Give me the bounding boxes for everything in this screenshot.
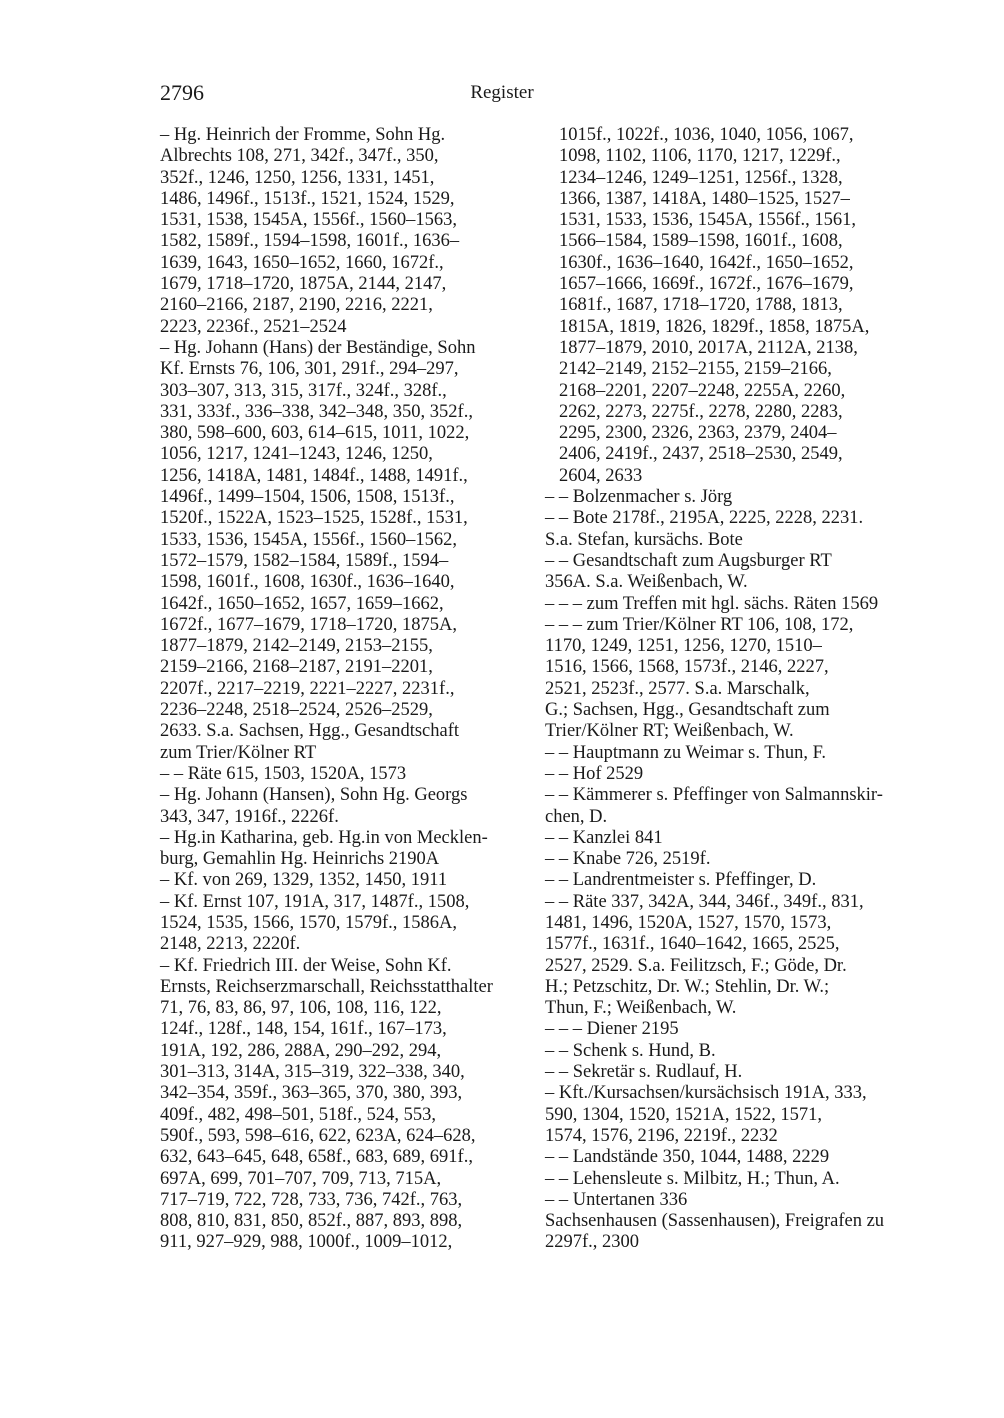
index-entry-line: – Kft./Kursachsen/kursächsisch 191A, 333, [545, 1083, 867, 1104]
index-entry-line: 342–354, 359f., 363–365, 370, 380, 393, [160, 1083, 463, 1104]
index-entry [545, 1169, 915, 1190]
index-entry-line: 1672f., 1677–1679, 1718–1720, 1875A, [160, 614, 458, 635]
index-entry-line: 1533, 1536, 1545A, 1556f., 1560–1562, [160, 529, 458, 550]
index-entry [545, 870, 915, 891]
index-entry-line: – – Lehensleute s. Milbitz, H.; Thun, A. [545, 1168, 840, 1189]
index-entry [545, 1019, 915, 1040]
index-entry-line: 71, 76, 83, 86, 97, 106, 108, 116, 122, [160, 998, 442, 1019]
index-entry-line: 2297f., 2300 [545, 1232, 640, 1253]
index-entry-line: 380, 598–600, 603, 614–615, 1011, 1022, [160, 423, 470, 444]
index-entry-line: – – Sekretär s. Rudlauf, H. [545, 1062, 743, 1083]
index-entry [160, 338, 532, 764]
index-entry-line: – – – zum Treffen mit hgl. sächs. Räten 1569 [545, 593, 879, 614]
index-entry-line: 2160–2166, 2187, 2190, 2216, 2221, [160, 295, 433, 316]
index-entry [545, 828, 915, 849]
index-entry-line: 1639, 1643, 1650–1652, 1660, 1672f., [160, 252, 444, 273]
index-entry-line: 1170, 1249, 1251, 1256, 1270, 1510– [545, 636, 822, 657]
index-entry [545, 125, 915, 487]
index-entry-line: 124f., 128f., 148, 154, 161f., 167–173, [160, 1019, 447, 1040]
index-entry-line: zum Trier/Kölner RT [160, 742, 317, 763]
index-entry [160, 870, 532, 891]
index-entry-line: – – – Diener 2195 [545, 1019, 679, 1040]
index-entry-line: 1877–1879, 2142–2149, 2153–2155, [160, 636, 433, 657]
index-entry-line: 2295, 2300, 2326, 2363, 2379, 2404– [559, 423, 837, 444]
index-entry [545, 1083, 915, 1147]
index-column-left [160, 125, 532, 1254]
index-entry-line: – – Kämmerer s. Pfeffinger von Salmannskir- [545, 785, 883, 806]
index-entry-line: 1577f., 1631f., 1640–1642, 1665, 2525, [545, 934, 840, 955]
index-entry-line: – – Landstände 350, 1044, 1488, 2229 [545, 1147, 830, 1168]
index-entry-line: 1516, 1566, 1568, 1573f., 2146, 2227, [545, 657, 829, 678]
index-entry-line: chen, D. [545, 806, 608, 827]
index-entry-line: 1496f., 1499–1504, 1506, 1508, 1513f., [160, 487, 455, 508]
index-entry [160, 125, 532, 338]
index-entry-line: 2168–2201, 2207–2248, 2255A, 2260, [559, 380, 846, 401]
index-entry-line: Sachsenhausen (Sassenhausen), Freigrafen zu [545, 1211, 885, 1232]
index-entry [545, 1190, 915, 1211]
index-entry [545, 1041, 915, 1062]
index-entry-line: – Hg. Johann (Hans) der Beständige, Sohn [160, 337, 476, 358]
index-entry [545, 615, 915, 743]
index-entry-line: 2521, 2523f., 2577. S.a. Marschalk, [545, 678, 810, 699]
index-entry-line: 2527, 2529. S.a. Feilitzsch, F.; Göde, Dr. [545, 955, 847, 976]
index-entry-line: – – Kanzlei 841 [545, 827, 663, 848]
index-entry-line: 1630f., 1636–1640, 1642f., 1650–1652, [559, 252, 854, 273]
index-entry-line: 808, 810, 831, 850, 852f., 887, 893, 898, [160, 1211, 463, 1232]
index-entry-line: 911, 927–929, 988, 1000f., 1009–1012, [160, 1232, 453, 1253]
index-entry-line: 2236–2248, 2518–2524, 2526–2529, [160, 700, 433, 721]
index-entry-line: – Kf. von 269, 1329, 1352, 1450, 1911 [160, 870, 448, 891]
index-entry-line: 1524, 1535, 1566, 1570, 1579f., 1586A, [160, 912, 458, 933]
index-entry-line: 1520f., 1522A, 1523–1525, 1528f., 1531, [160, 508, 468, 529]
index-entry-line: – Kf. Ernst 107, 191A, 317, 1487f., 1508, [160, 891, 470, 912]
index-entry [160, 892, 532, 956]
index-entry-line: 590f., 593, 598–616, 622, 623A, 624–628, [160, 1125, 476, 1146]
index-entry-line: 1015f., 1022f., 1036, 1040, 1056, 1067, [559, 125, 854, 145]
index-entry-line: – Hg. Johann (Hansen), Sohn Hg. Georgs [160, 785, 468, 806]
index-entry-line: Ernsts, Reichserzmarschall, Reichsstatthalter [160, 976, 493, 997]
index-entry-line: 1574, 1576, 2196, 2219f., 2232 [545, 1125, 778, 1146]
index-entry-line: 1366, 1387, 1418A, 1480–1525, 1527– [559, 188, 850, 209]
index-entry-line: – – Bolzenmacher s. Jörg [545, 487, 733, 508]
index-entry-line: 2604, 2633 [559, 465, 643, 486]
index-entry [545, 508, 915, 551]
index-entry-line: 1598, 1601f., 1608, 1630f., 1636–1640, [160, 572, 455, 593]
index-entry-line: S.a. Stefan, kursächs. Bote [545, 529, 743, 550]
index-entry-line: 2262, 2273, 2275f., 2278, 2280, 2283, [559, 401, 843, 422]
index-entry-line: 1486, 1496f., 1513f., 1521, 1524, 1529, [160, 188, 455, 209]
index-entry-line: 1657–1666, 1669f., 1672f., 1676–1679, [559, 274, 854, 295]
index-entry-line: – – Räte 337, 342A, 344, 346f., 349f., 831, [545, 891, 864, 912]
index-entry [545, 594, 915, 615]
index-entry [160, 785, 532, 828]
index-entry-line: 1877–1879, 2010, 2017A, 2112A, 2138, [559, 337, 858, 358]
index-entry-line: 697A, 699, 701–707, 709, 713, 715A, [160, 1168, 442, 1189]
index-entry-line: – – Schenk s. Hund, B. [545, 1040, 716, 1061]
index-entry-line: – Hg.in Katharina, geb. Hg.in von Mecklen- [160, 827, 488, 848]
index-entry-line: 303–307, 313, 315, 317f., 324f., 328f., [160, 380, 447, 401]
index-entry-line: 1642f., 1650–1652, 1657, 1659–1662, [160, 593, 444, 614]
index-entry-line: 1582, 1589f., 1594–1598, 1601f., 1636– [160, 231, 460, 252]
index-entry [545, 849, 915, 870]
index-entry-line: Trier/Kölner RT; Weißenbach, W. [545, 721, 794, 742]
index-entry-line: H.; Petzschitz, Dr. W.; Stehlin, Dr. W.; [545, 976, 830, 997]
index-entry-line: 590, 1304, 1520, 1521A, 1522, 1571, [545, 1104, 822, 1125]
index-entry-line: 1098, 1102, 1106, 1170, 1217, 1229f., [559, 146, 841, 167]
index-entry-line: 1681f., 1687, 1718–1720, 1788, 1813, [559, 295, 843, 316]
index-entry-line: – – – zum Trier/Kölner RT 106, 108, 172, [545, 614, 854, 635]
index-entry-line: 1056, 1217, 1241–1243, 1246, 1250, [160, 444, 433, 465]
index-entry-line: 2223, 2236f., 2521–2524 [160, 316, 347, 337]
index-entry-line: 343, 347, 1916f., 2226f. [160, 806, 339, 827]
index-entry [160, 828, 532, 871]
index-entry-line: 352f., 1246, 1250, 1256, 1331, 1451, [160, 167, 435, 188]
index-entry-line: 632, 643–645, 648, 658f., 683, 689, 691f., [160, 1147, 473, 1168]
index-entry-line: Kf. Ernsts 76, 106, 301, 291f., 294–297, [160, 359, 459, 380]
index-entry-line: 1815A, 1819, 1826, 1829f., 1858, 1875A, [559, 316, 870, 337]
index-entry [545, 764, 915, 785]
index-entry-line: 1531, 1533, 1536, 1545A, 1556f., 1561, [559, 210, 857, 231]
index-entry-line: – – Hauptmann zu Weimar s. Thun, F. [545, 742, 827, 763]
index-entry-line: burg, Gemahlin Hg. Heinrichs 2190A [160, 849, 440, 870]
running-head: Register [470, 82, 534, 103]
index-entry-line: – Kf. Friedrich III. der Weise, Sohn Kf. [160, 955, 452, 976]
index-entry-line: 409f., 482, 498–501, 518f., 524, 553, [160, 1104, 436, 1125]
index-entry [545, 785, 915, 828]
index-entry-line: 1679, 1718–1720, 1875A, 2144, 2147, [160, 274, 447, 295]
index-entry-line: 1256, 1418A, 1481, 1484f., 1488, 1491f., [160, 465, 468, 486]
index-entry-line: 2633. S.a. Sachsen, Hgg., Gesandtschaft [160, 721, 460, 742]
index-entry-line: 301–313, 314A, 315–319, 322–338, 340, [160, 1062, 465, 1083]
index-entry-line: 1234–1246, 1249–1251, 1256f., 1328, [559, 167, 843, 188]
index-entry-line: – – Räte 615, 1503, 1520A, 1573 [160, 763, 407, 784]
index-entry [545, 551, 915, 594]
index-entry-line: Thun, F.; Weißenbach, W. [545, 998, 737, 1019]
index-column-right [545, 125, 915, 1254]
index-entry-line: – – Hof 2529 [545, 763, 644, 784]
index-entry [545, 743, 915, 764]
index-entry-line: – Hg. Heinrich der Fromme, Sohn Hg. [160, 125, 446, 145]
index-entry-line: 2142–2149, 2152–2155, 2159–2166, [559, 359, 832, 380]
index-entry-line: 2159–2166, 2168–2187, 2191–2201, [160, 657, 433, 678]
index-entry [160, 956, 532, 1254]
index-entry [160, 764, 532, 785]
index-entry-line: Albrechts 108, 271, 342f., 347f., 350, [160, 146, 439, 167]
index-entry [545, 1062, 915, 1083]
index-entry-line: 1572–1579, 1582–1584, 1589f., 1594– [160, 550, 449, 571]
index-entry-line: – – Knabe 726, 2519f. [545, 849, 711, 870]
index-entry-line: 331, 333f., 336–338, 342–348, 350, 352f., [160, 401, 473, 422]
index-entry [545, 1147, 915, 1168]
index-entry-line: – – Bote 2178f., 2195A, 2225, 2228, 2231. [545, 508, 864, 529]
index-entry-line: 717–719, 722, 728, 733, 736, 742f., 763, [160, 1189, 463, 1210]
index-entry-line: – – Landrentmeister s. Pfeffinger, D. [545, 870, 817, 891]
index-entry-line: 2207f., 2217–2219, 2221–2227, 2231f., [160, 678, 455, 699]
index-entry-line: 2406, 2419f., 2437, 2518–2530, 2549, [559, 444, 843, 465]
index-entry-line: 356A. S.a. Weißenbach, W. [545, 572, 748, 593]
index-entry [545, 487, 915, 508]
index-entry-line: – – Gesandtschaft zum Augsburger RT [545, 550, 832, 571]
index-entry [545, 892, 915, 1020]
index-entry-line: 1481, 1496, 1520A, 1527, 1570, 1573, [545, 912, 832, 933]
index-entry-line: 1566–1584, 1589–1598, 1601f., 1608, [559, 231, 843, 252]
index-entry-line: 1531, 1538, 1545A, 1556f., 1560–1563, [160, 210, 458, 231]
index-entry-line: 2148, 2213, 2220f. [160, 934, 301, 955]
page-number: 2796 [160, 80, 204, 105]
index-entry-line: 191A, 192, 286, 288A, 290–292, 294, [160, 1040, 442, 1061]
index-entry [545, 1211, 915, 1254]
index-entry-line: G.; Sachsen, Hgg., Gesandtschaft zum [545, 700, 830, 721]
index-entry-line: – – Untertanen 336 [545, 1189, 688, 1210]
